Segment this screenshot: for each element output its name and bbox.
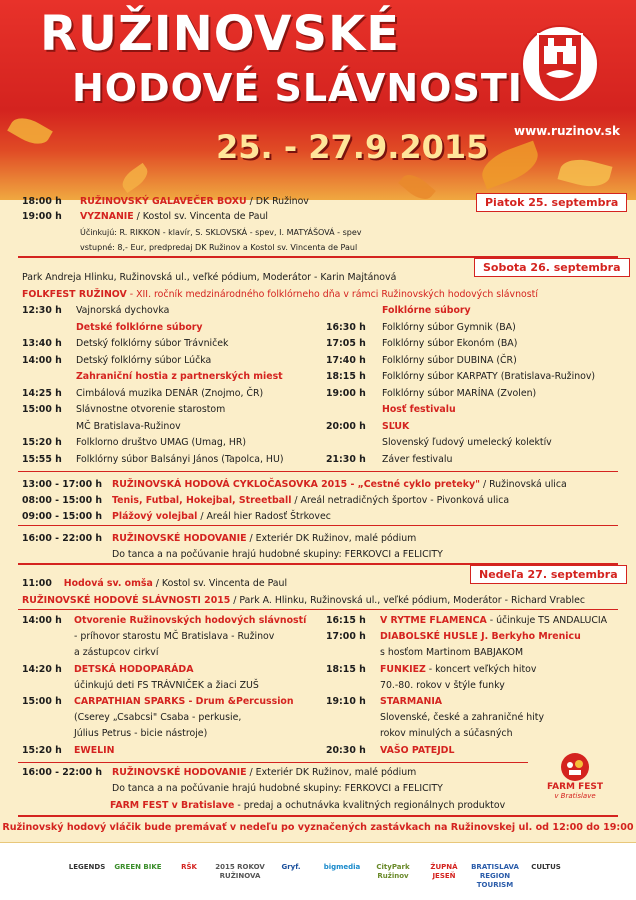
event-title: Folklórny súbor Balsányi János (Tapolca, HU) [76,453,284,465]
sponsor-logo: Gryf. [281,863,301,871]
event-title: a zástupcov cirkví [74,647,159,659]
event-title: VYZNANIE [80,211,134,222]
event-detail: / Areál netradičných športov - Pivonková ulica [291,495,510,506]
event-detail: 70.-80. rokov v štýle funky [380,679,505,691]
event-title: Folklorno društvo UMAG (Umag, HR) [76,437,247,448]
schedule-row [22,712,241,724]
farmfest-icon [560,752,590,782]
event-time: 17:05 h [326,338,366,349]
event-time: 19:00 h [326,387,366,399]
event-title: Folklórny súbor DUBINA (ČR) [382,354,517,366]
day-banner-saturday: Sobota 26. septembra [474,258,630,277]
event-time: 18:15 h [326,371,366,382]
schedule-row [22,479,567,491]
day-banner-friday: Piatok 25. septembra [476,193,627,212]
event-time: 16:00 - 22:00 h [22,767,103,778]
schedule-row [22,211,268,223]
schedule-row [22,371,283,383]
event-title: DIABOLSKÉ HUSLE J. Berkyho Mrenicu [380,631,581,643]
event-title: RUŽINOVSKÉ HODOVANIE [112,533,247,544]
schedule-row [326,647,523,659]
event-time: 14:25 h [22,387,62,399]
event-title: RUŽINOVSKÝ GALAVEČER BOXU [80,196,247,207]
event-title: Plážový volejbal [112,511,198,522]
event-title: Detský folklórny súbor Lúčka [76,354,212,366]
sponsor-logo: CityPark Ružinov [376,863,410,880]
section-divider [18,762,528,763]
sunday-intro-text: / Park A. Hlinku, Ružinovská ul., veľké pódium, Moderátor - Richard Vrablec [230,595,586,606]
event-detail: - koncert veľkých hitov [425,663,537,675]
event-title: - príhovor starostu MČ Bratislava - Ružinov [74,631,275,643]
schedule-row [22,783,443,795]
poster-header [0,0,636,200]
farmfest-logo [540,752,610,800]
event-detail: s hosťom Martinom BABJAKOM [380,647,524,659]
event-title: FARM FEST v Bratislave [110,800,235,811]
leaf-icon [118,163,152,193]
section-divider [18,815,618,817]
schedule-row [22,696,294,708]
mass-place: / Kostol sv. Vincenta de Paul [152,578,288,589]
sunday-intro [22,595,585,607]
sponsor-logo: RŠK [181,863,197,871]
event-title: Folklórny súbor Ekonóm (BA) [382,338,518,349]
schedule-row [326,338,517,350]
section-divider [18,471,618,472]
event-title: VAŠO PATEJDL [380,744,455,756]
event-title: Tenis, Futbal, Hokejbal, Streetball [112,495,292,506]
schedule-row [110,800,505,812]
schedule-row [22,745,114,757]
event-time: 15:00 h [22,696,62,707]
event-title: EWELIN [74,744,115,756]
schedule-row [22,680,259,692]
section-divider [18,609,618,610]
event-title: STARMANIA [380,696,443,707]
sponsor-logo: CULTUS [531,863,561,871]
schedule-row [22,322,203,334]
event-time: 16:15 h [326,615,366,626]
event-time: 19:10 h [326,696,366,707]
event-detail: / Kostol sv. Vincenta de Paul [133,211,269,222]
folkfest-desc: - XII. ročník medzinárodného folklórneho dňa v rámci Ružinovských hodových slávností [126,289,538,300]
leaf-icon [7,111,53,150]
schedule-row [326,355,517,367]
day-banner-sunday: Nedeľa 27. septembra [470,565,627,584]
schedule-row [22,631,274,643]
event-dates: 25. - 27.9.2015 [216,128,489,166]
event-title: RUŽINOVSKÉ HODOVANIE [112,767,247,778]
event-title: DETSKÁ HODOPARÁDA [74,663,194,675]
mass-title: Hodová sv. omša [63,578,153,589]
event-title: Folklórne súbory [382,305,471,316]
schedule-row [326,322,516,334]
schedule-row [22,615,306,627]
leaf-icon [398,169,436,200]
train-notice [0,822,636,833]
event-title: Vajnorská dychovka [76,305,170,316]
sponsor-logos [0,842,636,900]
event-time: 19:00 h [22,211,62,222]
event-title: (Cserey „Csabcsi" Csaba - perkusie, [74,712,242,724]
event-title: Záver festivalu [382,453,453,465]
folkfest-title: FOLKFEST RUŽINOV [22,289,127,300]
event-title: Slávnostne otvorenie starostom [76,404,226,415]
event-time: 08:00 - 15:00 h [22,495,103,506]
sunday-intro-title: RUŽINOVSKÉ HODOVÉ SLÁVNOSTI 2015 [22,595,231,606]
sponsor-logo: 2015 ROKOV RUŽINOVA [215,863,265,880]
schedule-row [326,615,607,627]
schedule-row [22,338,228,350]
schedule-row [22,437,246,449]
event-time: 20:30 h [326,744,366,756]
event-time: 17:00 h [326,631,366,643]
event-title: MČ Bratislava-Ružinov [76,420,181,432]
event-time: 21:30 h [326,453,366,465]
schedule-row [326,388,536,400]
schedule-row [22,664,193,676]
event-title: FUNKIEZ [380,663,426,675]
schedule-row [22,227,361,239]
schedule-row [22,767,416,779]
farmfest-subtitle: v Bratislave [554,792,596,800]
sponsor-logo: BRATISLAVA REGION TOURISM [471,863,519,889]
schedule-row [326,437,552,449]
ruzinov-crest-icon [520,20,600,116]
event-time: 13:40 h [22,338,62,349]
event-title: Július Petrus - bicie nástroje) [74,728,208,740]
schedule-row [22,511,331,523]
event-title: Otvorenie Ružinovských hodových slávností [74,615,307,626]
schedule-row [22,305,169,317]
sponsor-logo: bigmedia [323,863,361,871]
schedule-row [326,454,452,466]
leaf-icon [557,154,612,192]
schedule-row [326,404,456,416]
poster-title-line2: HODOVÉ SLÁVNOSTI [72,66,523,110]
schedule-row [22,388,263,400]
event-detail: / Exteriér DK Ružinov, malé pódium [246,533,417,544]
sponsor-logo: ŽUPNÁ JESEŇ [430,863,458,880]
farmfest-title: FARM FEST [546,782,604,792]
event-title: Slovenský ľudový umelecký kolektív [382,437,552,448]
schedule-row [326,421,409,433]
event-title: Zahraniční hostia z partnerských miest [76,371,283,382]
event-title: Folklórny súbor Gymnik (BA) [382,321,516,333]
event-detail: rokov minulých a súčasných [380,728,513,740]
event-time: 18:15 h [326,663,366,675]
poster-title-line1: RUŽINOVSKÉ [40,6,400,62]
schedule-row [326,696,442,708]
event-time: 14:00 h [22,354,62,366]
section-divider [18,525,618,526]
event-detail: / Ružinovská ulica [479,479,567,490]
sponsor-logo: GREEN BIKE [114,863,162,871]
schedule-row [326,305,471,317]
event-title: účinkujú deti FS TRÁVNIČEK a žiaci ZUŠ [74,679,259,691]
event-time: 17:40 h [326,354,366,366]
schedule-row [22,404,225,416]
schedule-row [326,712,544,724]
event-time: 15:00 h [22,404,62,415]
schedule-row [326,664,536,676]
mass-time: 11:00 [22,578,52,589]
event-detail: / Areál hier Radosť Štrkovec [197,511,331,522]
train-text: bude premávať v nedeľu po vyznačených zastávkach na Ružinovskej ul. od 12:00 do 19:00 [140,822,634,833]
sponsor-logo: LEGENDS [68,863,106,871]
event-time: 12:30 h [22,305,62,316]
event-detail: - predaj a ochutnávka kvalitných regionálnych produktov [234,800,506,811]
event-time: 15:20 h [22,744,62,756]
schedule-row [22,454,284,466]
website-link[interactable]: www.ruzinov.sk [514,124,620,138]
event-time: 14:00 h [22,615,62,626]
event-time: 16:30 h [326,321,366,333]
event-time: 13:00 - 17:00 h [22,479,103,490]
schedule-row [326,745,454,757]
event-title: Detský folklórny súbor Trávniček [76,338,229,349]
event-time: 15:55 h [22,453,62,465]
event-title: Folklórny súbor KARPATY (Bratislava-Ružinov) [382,371,596,382]
event-time: 09:00 - 15:00 h [22,511,103,522]
event-detail: vstupné: 8,- Eur, predpredaj DK Ružinov a Kostol sv. Vincenta de Paul [80,243,358,252]
sunday-mass [22,578,287,590]
event-title: Hosť festivalu [382,404,456,415]
event-detail: Slovenské, české a zahraničné hity [380,712,544,724]
train-title: Ružinovský hodový vláčik [2,822,141,833]
schedule-row [22,728,207,740]
schedule-row [22,355,211,367]
event-time: 20:00 h [326,420,366,432]
event-detail: Účinkujú: R. RIKKON - klavír, S. SKLOVSKÁ - spev, I. MATYÁŠOVÁ - spev [80,228,362,237]
event-title: CARPATHIAN SPARKS - Drum &Percussion [74,696,294,707]
event-title: Cimbálová muzika DENÁR (Znojmo, ČR) [76,387,264,399]
event-detail: / Exteriér DK Ružinov, malé pódium [246,767,417,778]
event-time: 15:20 h [22,437,62,448]
schedule-row [326,631,581,643]
schedule-row [22,196,309,208]
event-detail: / DK Ružinov [246,196,309,207]
event-title: Detské folklórne súbory [76,321,203,333]
schedule-row [326,371,595,383]
event-time: 16:00 - 22:00 h [22,533,103,544]
event-time: 18:00 h [22,196,62,207]
schedule-row [326,728,513,740]
schedule-row [22,242,357,254]
schedule-row [326,680,505,692]
event-title: SĽUK [382,420,410,432]
event-title: Folklórny súbor MARÍNA (Zvolen) [382,387,537,399]
schedule-row [22,533,416,545]
schedule-row [22,647,158,659]
event-title: V RYTME FLAMENCA [380,615,487,626]
saturday-intro: Park Andreja Hlinku, Ružinovská ul., veľké pódium, Moderátor - Karin Majtánová [22,272,397,283]
event-detail: Do tanca a na počúvanie hrajú hudobné skupiny: FERKOVCI a FELICITY [112,549,443,560]
schedule-row [22,549,443,561]
event-time: 14:20 h [22,663,62,675]
folkfest-line [22,289,538,301]
schedule-row [22,495,509,507]
event-detail: Do tanca a na počúvanie hrajú hudobné skupiny: FERKOVCI a FELICITY [112,783,443,794]
event-title: RUŽINOVSKÁ HODOVÁ CYKLOČASOVKA 2015 - „Cestné cyklo preteky" [112,479,480,490]
event-detail: - účinkuje TS ANDALUCIA [486,615,608,626]
schedule-row [22,421,181,433]
